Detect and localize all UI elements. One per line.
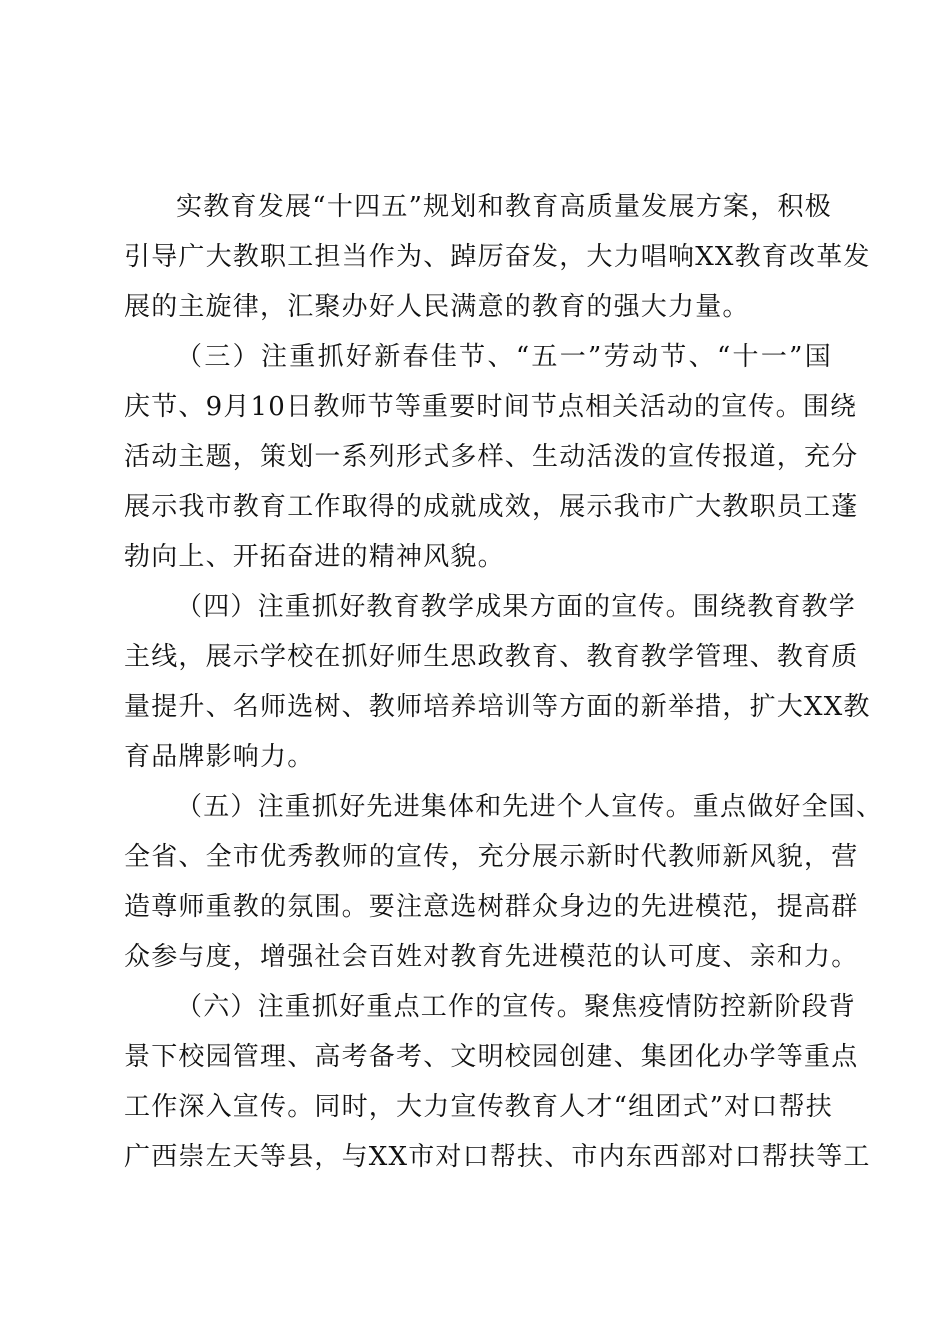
paragraph-continuation (124, 182, 871, 332)
text-line: 主线，展示学校在抓好师生思政教育、教育教学管理、教育质 (124, 642, 859, 672)
paragraph-section-6 (124, 982, 871, 1182)
text-line: 广西崇左天等县，与XX市对口帮扶、市内东西部对口帮扶等工 (124, 1142, 871, 1172)
text-line: 展示我市教育工作取得的成就成效，展示我市广大教职员工蓬 (124, 492, 859, 522)
text-line: （六）注重抓好重点工作的宣传。聚焦疫情防控新阶段背 (176, 992, 857, 1022)
text-line: 实教育发展“十四五”规划和教育高质量发展方案，积极 (176, 192, 832, 222)
paragraph-section-3 (124, 332, 859, 582)
text-line: 勃向上、开拓奋进的精神风貌。 (124, 542, 505, 572)
text-line: 工作深入宣传。同时，大力宣传教育人才“组团式”对口帮扶 (124, 1092, 833, 1122)
text-line: 量提升、名师选树、教师培养培训等方面的新举措，扩大XX教 (124, 692, 871, 722)
text-line: 众参与度，增强社会百姓对教育先进模范的认可度、亲和力。 (124, 942, 859, 972)
text-line: 展的主旋律，汇聚办好人民满意的教育的强大力量。 (124, 292, 750, 322)
paragraph-section-4 (124, 582, 871, 782)
text-line: 造尊师重教的氛围。要注意选树群众身边的先进模范，提高群 (124, 892, 859, 922)
document-body (124, 182, 884, 1182)
text-line: 庆节、9月10日教师节等重要时间节点相关活动的宣传。围绕 (124, 392, 858, 422)
text-line: 引导广大教职工担当作为、踔厉奋发，大力唱响XX教育改革发 (124, 242, 871, 272)
text-line: 活动主题，策划一系列形式多样、生动活泼的宣传报道，充分 (124, 442, 859, 472)
paragraph-section-5 (124, 782, 884, 982)
text-line: 全省、全市优秀教师的宣传，充分展示新时代教师新风貌，营 (124, 842, 859, 872)
text-line: （五）注重抓好先进集体和先进个人宣传。重点做好全国、 (176, 792, 884, 822)
text-line: （四）注重抓好教育教学成果方面的宣传。围绕教育教学 (176, 592, 857, 622)
text-line: 育品牌影响力。 (124, 742, 315, 772)
text-line: （三）注重抓好新春佳节、“五一”劳动节、“十一”国 (176, 342, 832, 372)
text-line: 景下校园管理、高考备考、文明校园创建、集团化办学等重点 (124, 1042, 859, 1072)
